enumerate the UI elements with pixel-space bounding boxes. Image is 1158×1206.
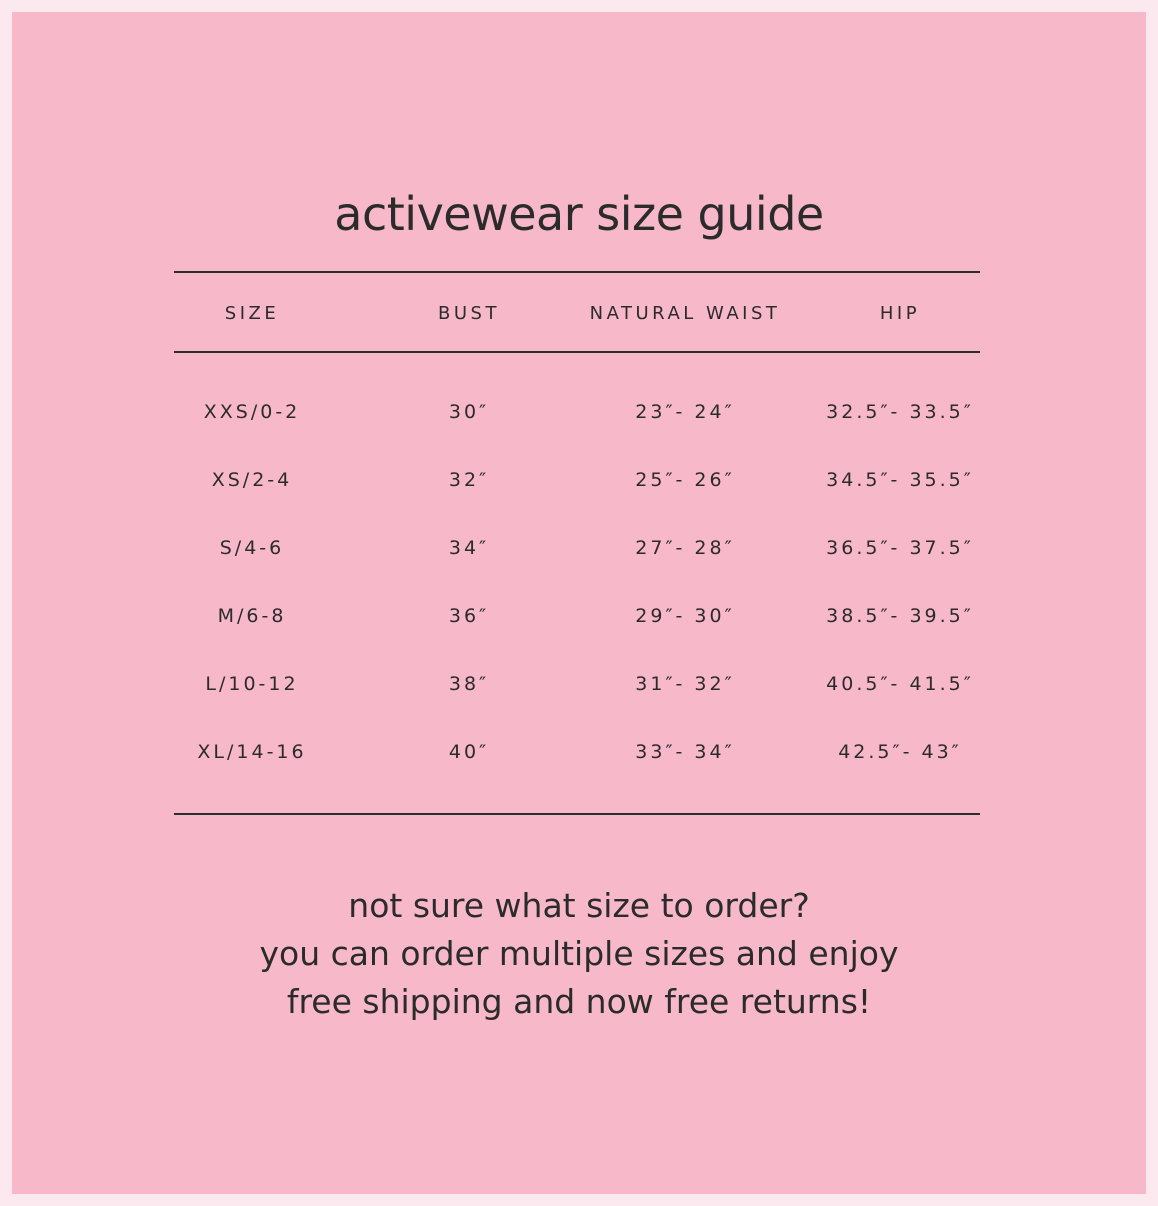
size-cell: XS/2-4	[211, 469, 293, 491]
hip-cell: 36.5″- 37.5″	[826, 537, 974, 559]
size-cell: S/4-6	[219, 537, 285, 559]
waist-cell: 25″- 26″	[635, 469, 735, 491]
waist-cell: 29″- 30″	[635, 605, 735, 627]
column-header-hip: HIP	[879, 303, 921, 324]
waist-cell: 33″- 34″	[635, 741, 735, 763]
size-cell: M/6-8	[217, 605, 287, 627]
waist-cell: 27″- 28″	[635, 537, 735, 559]
waist-cell: 31″- 32″	[635, 673, 735, 695]
bust-cell: 32″	[448, 469, 490, 491]
size-guide-panel	[12, 12, 1146, 1194]
size-cell: L/10-12	[205, 673, 299, 695]
hip-cell: 42.5″- 43″	[838, 741, 962, 763]
page-title: activewear size guide	[334, 187, 824, 241]
sizing-note-line: you can order multiple sizes and enjoy	[259, 934, 899, 973]
column-header-natural-waist: NATURAL WAIST	[589, 303, 781, 324]
table-bottom-rule	[174, 813, 980, 815]
column-header-size: SIZE	[224, 303, 280, 324]
waist-cell: 23″- 24″	[635, 401, 735, 423]
bust-cell: 40″	[448, 741, 490, 763]
size-cell: XL/14-16	[197, 741, 307, 763]
sizing-note-line: not sure what size to order?	[348, 886, 810, 925]
bust-cell: 34″	[448, 537, 490, 559]
bust-cell: 38″	[448, 673, 490, 695]
hip-cell: 34.5″- 35.5″	[826, 469, 974, 491]
sizing-note	[12, 882, 1146, 1026]
table-header-rule	[174, 351, 980, 353]
bust-cell: 30″	[448, 401, 490, 423]
bust-cell: 36″	[448, 605, 490, 627]
column-header-bust: BUST	[438, 303, 500, 324]
hip-cell: 40.5″- 41.5″	[826, 673, 974, 695]
hip-cell: 32.5″- 33.5″	[826, 401, 974, 423]
table-top-rule	[174, 271, 980, 273]
sizing-note-line: free shipping and now free returns!	[286, 982, 872, 1021]
size-cell: XXS/0-2	[203, 401, 301, 423]
hip-cell: 38.5″- 39.5″	[826, 605, 974, 627]
